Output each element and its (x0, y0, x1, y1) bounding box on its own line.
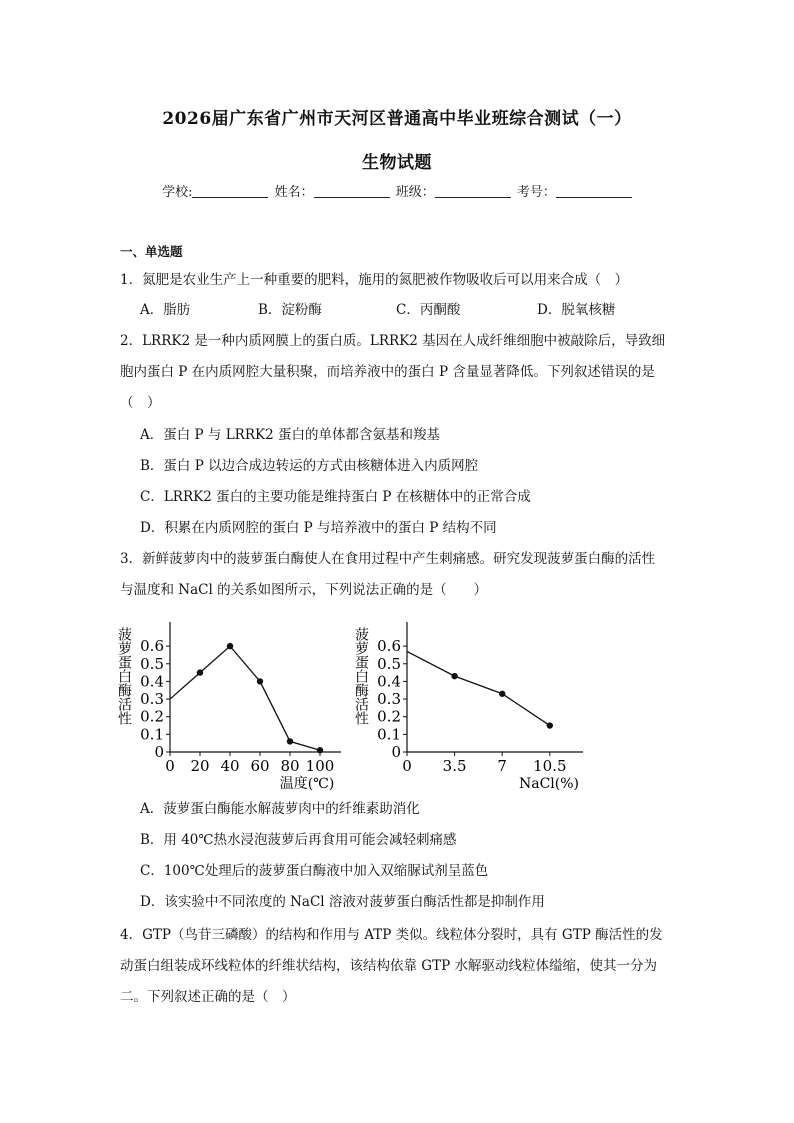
chart1-data-point (287, 738, 293, 744)
chart2-data-point (547, 722, 553, 728)
chart1-y-label: 菠萝蛋白酶活性 (116, 627, 132, 725)
chart2-y-tick-label: 0.3 (377, 690, 401, 709)
chart1-y-tick-label: 0.4 (140, 672, 164, 691)
chart1-y-tick-label: 0 (154, 743, 164, 761)
q1-option-d: D．脱氧核糖 (537, 302, 616, 318)
class-label: 班级： (395, 185, 435, 200)
school-blank[interactable] (192, 185, 268, 198)
chart1-x-tick-label: 20 (190, 757, 210, 775)
q2-option-c: C．LRRK2 蛋白的主要功能是维持蛋白 P 在核糖体中的正常合成 (140, 489, 531, 505)
q1-stem: 1．氮肥是农业生产上一种重要的肥料，施用的氮肥被作物吸收后可以用来合成（ ） (120, 272, 629, 288)
chart2-y-label: 菠萝蛋白酶活性 (353, 627, 369, 725)
exam-number-label: 考号： (516, 185, 556, 200)
chart2-y-tick-label: 0 (391, 743, 401, 761)
chart2-x-tick-label: 10.5 (533, 757, 567, 775)
q4-stem-line-2: 动蛋白组装成环线粒体的纤维状结构，该结构依靠 GTP 水解驱动线粒体缢缩，使其一分为 (120, 958, 657, 974)
chart1-y-tick-label: 0.3 (140, 690, 164, 709)
chart1-x-tick-label: 40 (220, 757, 240, 775)
q2-stem-line-2: 胞内蛋白 P 在内质网腔大量积聚，而培养液中的蛋白 P 含量显著降低。下列叙述错误的是 (120, 364, 655, 380)
section-heading: 一、单选题 (120, 244, 183, 259)
chart2-series-line (407, 651, 550, 725)
chart1-data-point (317, 747, 323, 753)
q2-option-a: A．蛋白 P 与 LRRK2 蛋白的单体都含氨基和羧基 (140, 427, 440, 443)
chart1-data-point (257, 678, 263, 684)
q2-stem-line-3: （ ） (120, 395, 161, 411)
school-label: 学校: (162, 185, 193, 200)
chart2-y-tick-label: 0.6 (377, 637, 401, 656)
q4-stem-line-1: 4．GTP（鸟苷三磷酸）的结构和作用与 ATP 类似。线粒体分裂时，具有 GTP 酶活性的发 (120, 927, 663, 943)
chart1-series-line (170, 646, 320, 750)
class-blank[interactable] (435, 185, 511, 198)
chart2-x-tick-label: 0 (402, 757, 412, 775)
exam-title: 2026届广东省广州市天河区普通高中毕业班综合测试（一） (162, 109, 632, 129)
chart1-data-point (227, 643, 233, 649)
q3-figure (110, 615, 590, 795)
chart2-y-tick-label: 0.1 (377, 725, 401, 744)
chart2-y-tick-label: 0.2 (377, 707, 401, 726)
chart1-x-tick-label: 80 (280, 757, 300, 775)
chart1-data-point (197, 669, 203, 675)
q3-stem-line-1: 3．新鲜菠萝肉中的菠萝蛋白酶使人在食用过程中产生刺痛感。研究发现菠萝蛋白酶的活性 (120, 551, 656, 567)
q3-stem-line-2: 与温度和 NaCl 的关系如图所示，下列说法正确的是（ ） (120, 582, 488, 598)
chart2-data-point (499, 691, 505, 697)
q4-stem-line-3: 二。下列叙述正确的是（ ） (120, 989, 296, 1005)
q3-option-d: D．该实验中不同浓度的 NaCl 溶液对菠萝蛋白酶活性都是抑制作用 (140, 894, 545, 910)
q1-option-b: B．淀粉酶 (258, 302, 322, 318)
name-label: 姓名： (274, 185, 314, 200)
exam-number-blank[interactable] (556, 185, 632, 198)
q3-option-c: C．100℃处理后的菠萝蛋白酶液中加入双缩脲试剂呈蓝色 (140, 863, 489, 879)
school-field[interactable] (162, 181, 268, 200)
q3-option-a: A．菠萝蛋白酶能水解菠萝肉中的纤维素助消化 (140, 801, 420, 817)
chart1-y-tick-label: 0.5 (140, 654, 164, 673)
q2-stem-line-1: 2．LRRK2 是一种内质网膜上的蛋白质。LRRK2 基因在人成纤维细胞中被敲除后，导致细 (120, 333, 666, 349)
chart1-x-tick-label: 100 (305, 757, 335, 775)
chart2-x-label: NaCl(%) (518, 776, 580, 792)
chart1-y-tick-label: 0.1 (140, 725, 164, 744)
chart2-x-tick-label: 3.5 (442, 757, 467, 775)
chart1-x-label: 温度(℃) (279, 776, 335, 792)
chart1-x-tick-label: 0 (165, 757, 175, 775)
q3-option-b: B．用 40℃热水浸泡菠萝后再食用可能会减轻刺痛感 (140, 832, 457, 848)
chart1-x-tick-label: 60 (250, 757, 270, 775)
q2-option-b: B．蛋白 P 以边合成边转运的方式由核糖体进入内质网腔 (140, 458, 479, 474)
chart2-y-tick-label: 0.4 (377, 672, 401, 691)
q2-option-d: D．积累在内质网腔的蛋白 P 与培养液中的蛋白 P 结构不同 (140, 520, 497, 536)
name-blank[interactable] (314, 185, 390, 198)
q1-option-c: C．丙酮酸 (396, 302, 461, 318)
chart2-y-tick-label: 0.5 (377, 654, 401, 673)
chart2-x-tick-label: 7 (497, 757, 507, 775)
student-info-fields (0, 181, 794, 200)
chart2-data-point (451, 673, 457, 679)
exam-subtitle: 生物试题 (362, 153, 432, 173)
chart1-y-tick-label: 0.6 (140, 637, 164, 656)
class-field[interactable] (396, 181, 511, 200)
chart1-y-tick-label: 0.2 (140, 707, 164, 726)
q1-option-a: A．脂肪 (140, 302, 191, 318)
exam-number-field[interactable] (517, 181, 632, 200)
name-field[interactable] (275, 181, 390, 200)
